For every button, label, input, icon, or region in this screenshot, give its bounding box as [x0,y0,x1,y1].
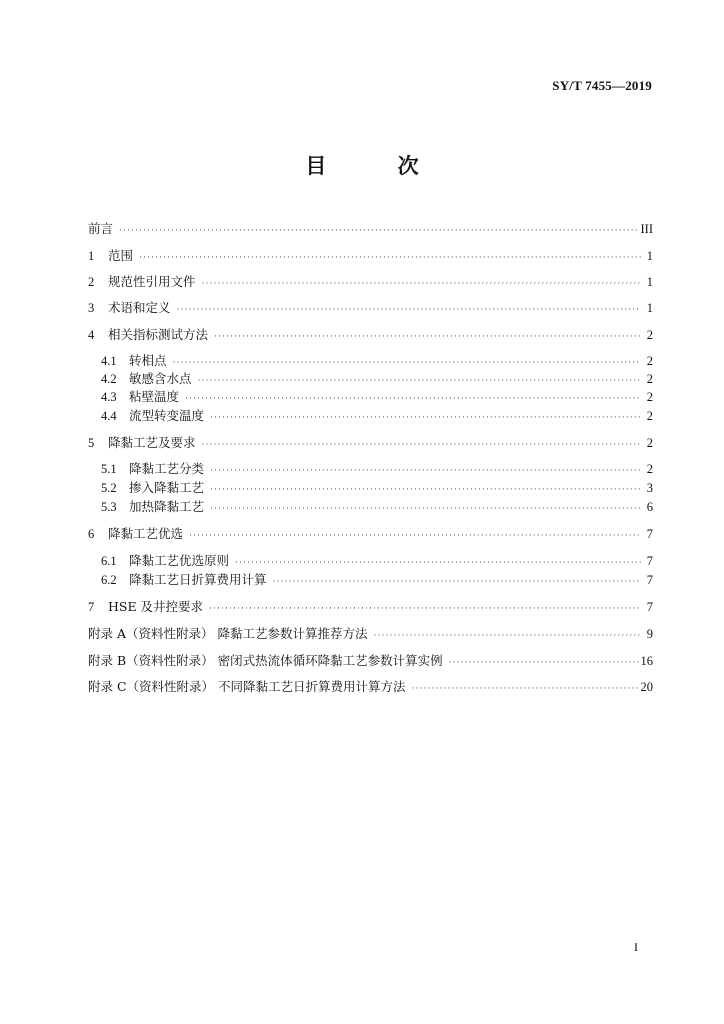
leader-dots [189,527,641,543]
toc-entry-page: 2 [646,436,653,450]
toc-entry-page: 7 [646,527,653,541]
toc-entry-label: 规范性引用文件 [108,274,196,289]
toc-entry-label: 转相点 [129,353,167,368]
toc-subentry[interactable] [101,353,653,370]
toc-entry-label: 前言 [88,221,114,236]
toc-entry-page: 2 [646,390,653,404]
page-number: I [634,940,638,954]
toc-entry[interactable] [88,248,653,265]
leader-dots [209,600,641,616]
toc-entry-page: 16 [640,654,653,668]
toc-entry-label: 降黏工艺优选原则 [129,553,230,568]
toc-entry-page: 20 [640,680,653,694]
toc-entry-page: 9 [646,627,653,641]
toc-entry-page: 6 [646,500,653,514]
toc-entry-number: 6.1 [101,554,117,568]
toc-entry-label: 粘壁温度 [129,389,180,404]
toc-entry-label: 降黏工艺优选 [108,526,184,541]
toc-entry-number: 4 [88,328,95,342]
toc-subentry[interactable] [101,572,653,589]
page-title: 目 次 [305,154,451,178]
toc-subentry[interactable] [101,553,653,570]
toc-entry-label: 降黏工艺分类 [129,461,205,476]
toc-subentry[interactable] [101,480,653,497]
toc-appendix-entry[interactable] [88,653,653,670]
toc-entry-page: 1 [646,249,653,263]
toc-entry-label: 降黏工艺及要求 [108,435,196,450]
toc-entry-label: HSE 及井控要求 [108,599,204,614]
toc-entry-label: 附录 A（资料性附录） 降黏工艺参数计算推荐方法 [88,626,368,641]
leader-dots [412,680,639,696]
toc-entry[interactable] [88,327,653,344]
toc-entry-page: 2 [646,462,653,476]
toc-entry[interactable] [88,221,653,238]
toc-entry-page: 2 [646,328,653,342]
toc-entry-label: 流型转变温度 [129,408,205,423]
toc-entry-page: 2 [646,409,653,423]
toc-appendix-entry[interactable] [88,626,653,643]
toc-entry-number: 5.1 [101,462,117,476]
toc-entry-number: 4.3 [101,390,117,404]
leader-dots [210,462,641,478]
toc-entry-number: 5.2 [101,481,117,495]
toc-entry-label: 敏感含水点 [129,371,192,386]
toc-entry-label: 相关指标测试方法 [108,327,209,342]
toc-entry-number: 5.3 [101,500,117,514]
toc-entry-number: 7 [88,600,95,614]
leader-dots [198,372,641,388]
toc-entry[interactable] [88,274,653,291]
toc-entry-page: 7 [646,554,653,568]
toc-appendix-entry[interactable] [88,679,653,696]
toc-entry[interactable] [88,300,653,317]
toc-entry-number: 3 [88,301,95,315]
toc-entry-label: 掺入降黏工艺 [129,480,205,495]
leader-dots [210,409,641,425]
toc-entry-number: 4.4 [101,409,117,423]
toc-entry-page: 1 [646,301,653,315]
toc-entry-page: 7 [646,573,653,587]
leader-dots [119,222,638,238]
toc-entry-number: 4.2 [101,372,117,386]
leader-dots [173,354,641,370]
toc-entry-page: 3 [646,481,653,495]
toc-entry-number: 1 [88,249,95,263]
toc-entry-label: 降黏工艺日折算费用计算 [129,572,267,587]
leader-dots [202,275,641,291]
toc-subentry[interactable] [101,461,653,478]
leader-dots [202,436,641,452]
toc-entry-label: 加热降黏工艺 [129,499,205,514]
toc-entry-page: 1 [646,275,653,289]
leader-dots [177,301,641,317]
toc-entry-number: 6 [88,527,95,541]
leader-dots [139,249,641,265]
toc-subentry[interactable] [101,408,653,425]
toc-entry-number: 4.1 [101,354,117,368]
leader-dots [235,554,641,570]
leader-dots [273,573,641,589]
toc-entry[interactable] [88,435,653,452]
toc-entry-page: 7 [646,600,653,614]
toc-subentry[interactable] [101,371,653,388]
toc-entry-label: 术语和定义 [108,300,171,315]
toc-entry-page: 2 [646,372,653,386]
toc-entry-number: 6.2 [101,573,117,587]
toc-entry[interactable] [88,599,653,616]
leader-dots [210,481,641,497]
toc-entry-label: 范围 [108,248,134,263]
toc-entry-number: 5 [88,436,95,450]
leader-dots [185,390,641,406]
toc-entry[interactable] [88,526,653,543]
toc-entry-label: 附录 C（资料性附录） 不同降黏工艺日折算费用计算方法 [88,679,406,694]
toc-subentry[interactable] [101,389,653,406]
toc-entry-number: 2 [88,275,95,289]
toc-entry-label: 附录 B（资料性附录） 密闭式热流体循环降黏工艺参数计算实例 [88,653,443,668]
standard-code: SY/T 7455—2019 [552,78,652,93]
leader-dots [449,654,639,670]
leader-dots [210,500,641,516]
toc-subentry[interactable] [101,499,653,516]
toc-entry-page: III [640,222,653,236]
toc-entry-page: 2 [646,354,653,368]
leader-dots [214,328,641,344]
leader-dots [373,627,641,643]
